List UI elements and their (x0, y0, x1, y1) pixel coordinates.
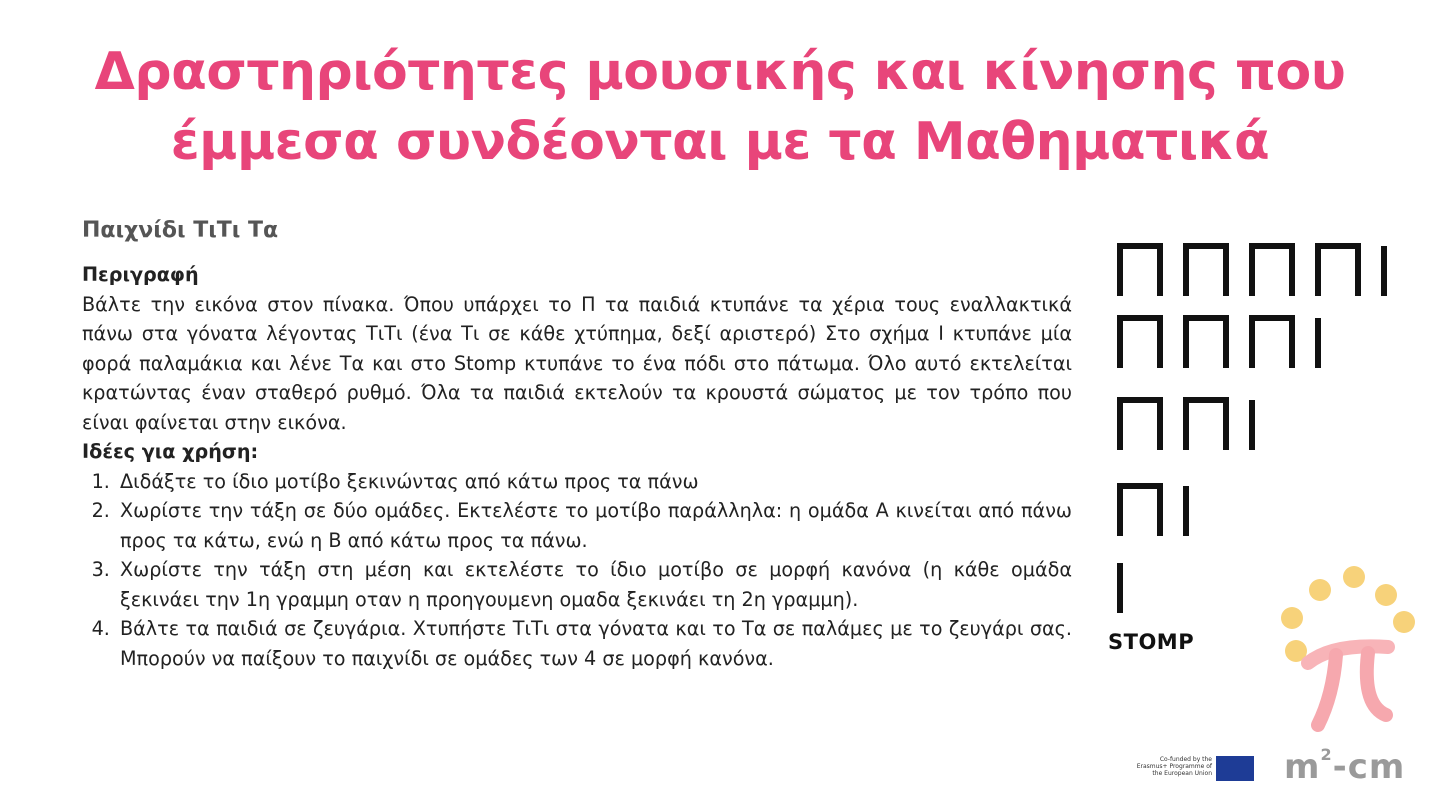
titi-symbol (1252, 246, 1292, 296)
titi-symbol (1120, 400, 1160, 450)
content-body (82, 260, 1072, 673)
titi-symbol (1318, 246, 1358, 296)
title-line-1: Δραστηριότητες μουσικής και κίνησης που (94, 42, 1346, 102)
titi-symbol (1252, 318, 1292, 368)
titi-symbol (1120, 486, 1160, 536)
idea-item: 1. Διδάξτε το ίδιο μοτίβο ξεκινώντας από κάτω προς τα πάνω (116, 467, 1072, 497)
description-heading: Περιγραφή (82, 263, 199, 286)
titi-symbol (1120, 318, 1160, 368)
title-line-2: έμμεσα συνδέονται με τα Μαθηματικά (170, 111, 1270, 172)
ideas-heading: Ιδέες για χρήση: (82, 440, 259, 463)
stomp-label: STOMP (1108, 630, 1195, 654)
titi-symbol (1186, 400, 1226, 450)
titi-symbol (1186, 318, 1226, 368)
ideas-list (82, 467, 1072, 674)
eu-cofunding-text: Co-funded by the Erasmus+ Programme of the European Union (1136, 756, 1212, 777)
pi-music-logo (1278, 565, 1418, 740)
idea-item: 3. Χωρίστε την τάξη στη μέση και εκτελέστε το ίδιο μοτίβο σε μορφή κανόνα (η κάθε ομάδα ξεκινάει την 1η γραμμη οταν η προηγουμενη ομαδα ξεκινάει τη 2η γραμμη). (116, 555, 1072, 614)
idea-item: 4. Βάλτε τα παιδιά σε ζευγάρια. Χτυπήστε ΤιΤι στα γόνατα και το Τα σε παλάμες με το ζευγάρι σας. Μπορούν να παίξουν το παιχνίδι σε ομάδες των 4 σε μορφή κανόνα. (116, 614, 1072, 673)
description-text: Βάλτε την εικόνα στον πίνακα. Όπου υπάρχει το Π τα παιδιά κτυπάνε τα χέρια τους εναλλακτικά πάνω στα γόνατα λέγοντας ΤιΤι (ένα Τι σε κάθε χτύπημα, δεξί αριστερό) Στο σχήμα Ι κτυπάνε μία φορά παλαμάκια και λένε Τα και στο Stomp κτυπάνε το ένα πόδι στο πάτωμα. Όλο αυτό εκτελείται κρατώντας έναν σταθερό ρυθμό. Όλα τα παιδιά εκτελούν τα κρουστά σώματος με τον τρόπο που είναι φαίνεται στην εικόνα. (82, 292, 1072, 434)
eu-flag-icon (1216, 756, 1254, 781)
m2cm-logo: $m^2-cm$ (1284, 745, 1406, 787)
game-title: Παιχνίδι ΤιΤι Τα (82, 218, 279, 243)
page-title (40, 38, 1400, 177)
titi-symbol (1120, 246, 1160, 296)
titi-symbol (1186, 246, 1226, 296)
idea-item: 2. Χωρίστε την τάξη σε δύο ομάδες. Εκτελέστε το μοτίβο παράλληλα: η ομάδα Α κινείται από πάνω προς τα κάτω, ενώ η Β από κάτω προς τα πάνω. (116, 496, 1072, 555)
